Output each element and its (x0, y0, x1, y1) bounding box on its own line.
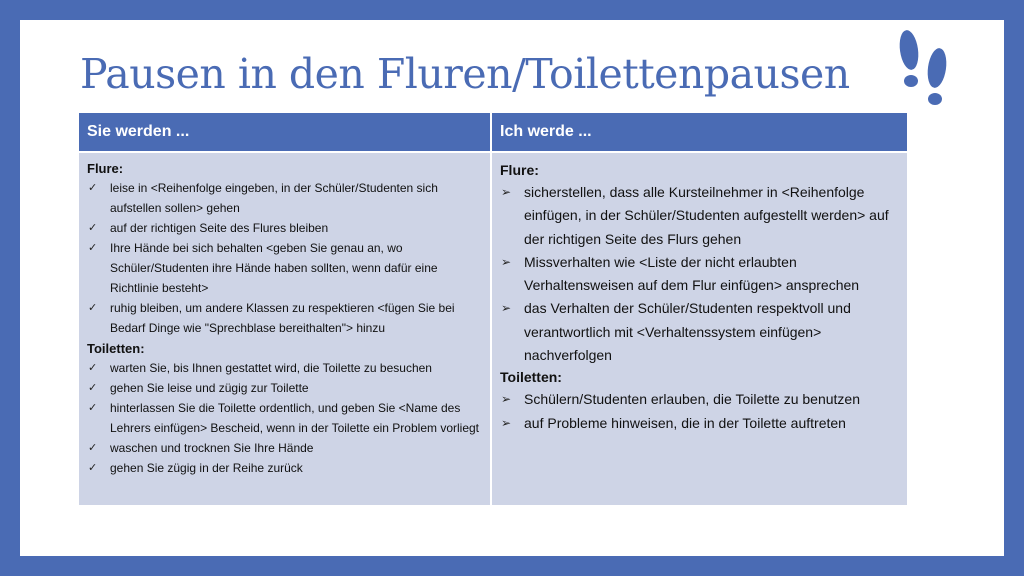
student-restroom-list (87, 358, 482, 478)
checkmark-icon: ✓ (88, 242, 98, 254)
list-item: ➢ Schülern/Studenten erlauben, die Toilette zu benutzen (500, 388, 899, 411)
teacher-hallway-list (500, 181, 899, 367)
list-item: ✓ waschen und trocknen Sie Ihre Hände (87, 438, 482, 458)
checkmark-icon: ✓ (88, 462, 98, 474)
teacher-restroom-list (500, 388, 899, 435)
arrow-bullet-icon: ➢ (501, 392, 512, 407)
list-item: ✓ hinterlassen Sie die Toilette ordentlich, und geben Sie <Name des Lehrers einfügen> Bescheid, wenn in der Toilette ein Problem vorliegt (87, 398, 482, 438)
checkmark-icon: ✓ (88, 182, 98, 194)
section-heading-hallways: Flure: (87, 161, 124, 176)
footprints-icon (893, 22, 953, 112)
behavior-table (79, 113, 907, 505)
list-item: ✓ warten Sie, bis Ihnen gestattet wird, die Toilette zu besuchen (87, 358, 482, 378)
list-item: ✓ gehen Sie zügig in der Reihe zurück (87, 458, 482, 478)
page-title: Pausen in den Fluren/Toilettenpausen (80, 50, 850, 98)
section-heading-restrooms: Toiletten: (87, 341, 145, 356)
checkmark-icon: ✓ (88, 442, 98, 454)
header-students: Sie werden ... (79, 113, 491, 152)
section-heading-hallways: Flure: (500, 162, 539, 178)
arrow-bullet-icon: ➢ (501, 185, 512, 199)
section-heading-restrooms: Toiletten: (500, 369, 562, 386)
checkmark-icon: ✓ (88, 222, 98, 234)
checkmark-icon: ✓ (88, 382, 98, 394)
arrow-bullet-icon: ➢ (501, 301, 512, 316)
list-item: ➢ Missverhalten wie <Liste der nicht erlaubten Verhaltensweisen auf dem Flur einfügen> ansprechen (500, 251, 899, 298)
list-item: ✓ auf der richtigen Seite des Flures bleiben (87, 218, 482, 238)
checkmark-icon: ✓ (88, 402, 98, 414)
arrow-bullet-icon: ➢ (501, 254, 512, 269)
header-teacher: Ich werde ... (491, 113, 907, 152)
teacher-responsibilities-cell (491, 152, 907, 505)
student-expectations-cell (79, 152, 491, 505)
list-item: ✓ ruhig bleiben, um andere Klassen zu respektieren <fügen Sie bei Bedarf Dinge wie "Sprechblase bereithalten"> hinzu (87, 298, 482, 338)
checkmark-icon: ✓ (88, 362, 98, 374)
list-item: ➢ sicherstellen, dass alle Kursteilnehmer in <Reihenfolge einfügen, in der Schüler/Studenten aufgestellt werden> auf der richtigen Seite des Flurs gehen (500, 181, 899, 251)
arrow-bullet-icon: ➢ (501, 415, 512, 430)
list-item: ✓ Ihre Hände bei sich behalten <geben Sie genau an, wo Schüler/Studenten ihre Hände haben sollten, wenn dafür eine Richtlinie besteht> (87, 238, 482, 298)
list-item: ➢ das Verhalten der Schüler/Studenten respektvoll und verantwortlich mit <Verhaltenssystem einfügen> nachverfolgen (500, 297, 899, 367)
checkmark-icon: ✓ (88, 302, 98, 314)
list-item: ✓ leise in <Reihenfolge eingeben, in der Schüler/Studenten sich aufstellen sollen> gehen (87, 178, 482, 218)
student-hallway-list (87, 178, 482, 338)
list-item: ✓ gehen Sie leise und zügig zur Toilette (87, 378, 482, 398)
list-item: ➢ auf Probleme hinweisen, die in der Toilette auftreten (500, 412, 899, 435)
